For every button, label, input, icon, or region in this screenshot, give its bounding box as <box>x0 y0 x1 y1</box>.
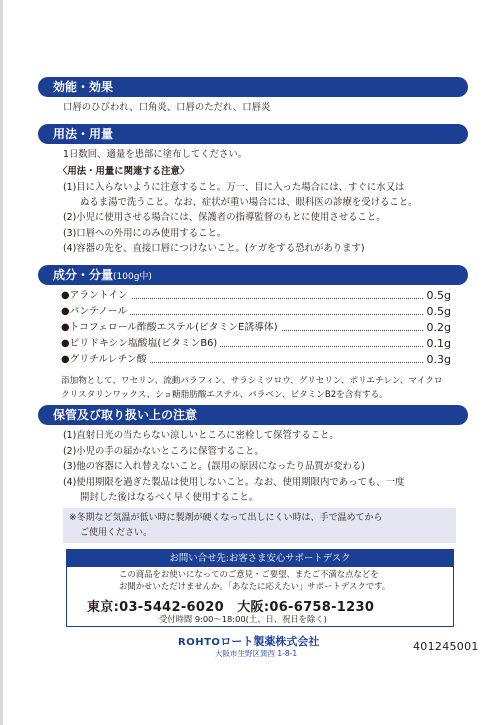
ingredient-amount: 0.1g <box>424 337 451 351</box>
company-address: 大阪市生野区巽西 1-8-1 <box>215 649 298 658</box>
product-code: 401245001 <box>413 640 479 653</box>
usage-note-1: (1)目に入らないように注意すること。万一、目に入った場合には、すぐに水又は <box>63 182 405 193</box>
ingredient-amount: 0.5g <box>424 305 451 319</box>
usage-note-4: (4)容器の先を、直接口唇につけないこと。(ケガをする恐れがあります) <box>63 243 365 254</box>
storage-item-4: (4)使用期限を過ぎた製品は使用しないこと。なお、使用期限内であっても、一度 <box>63 477 405 488</box>
contact-bar: お問い合せ先:お客さま安心サポートデスク <box>67 550 453 567</box>
usage-note-1-cont: ぬるま湯で洗うこと。なお、症状が重い場合には、眼科医の診療を受けること。 <box>80 197 418 208</box>
ingredient-name: ●アラントイン <box>61 289 131 303</box>
ingredient-row <box>61 289 451 303</box>
effects-text: 口唇のひびわれ、口角炎、口唇のただれ、口唇炎 <box>63 102 271 113</box>
storage-item-4-cont: 開封した後はなるべく早く使用すること。 <box>80 492 259 503</box>
ingredient-amount: 0.5g <box>424 289 451 303</box>
warm-note-box <box>63 508 456 543</box>
ingredient-row <box>61 305 451 319</box>
usage-notes-heading: 〈用法・用量に関連する注意〉 <box>58 166 190 177</box>
usage-heading: 用法・用量 <box>38 124 468 144</box>
ingredient-amount: 0.3g <box>424 353 451 367</box>
ingredient-row <box>61 337 451 351</box>
ingredient-name: ●パンテノール <box>61 305 130 319</box>
ingredient-name: ●ピリドキシン塩酸塩(ビタミンB6) <box>61 337 220 351</box>
usage-note-2: (2)小児に使用させる場合には、保護者の指導監督のもとに使用させること。 <box>63 212 386 223</box>
usage-text: 1日数回、適量を患部に塗布してください。 <box>63 149 248 160</box>
ingredients-heading: 成分・分量(100g中) <box>38 265 468 285</box>
contact-line-1: この商品をお使いになってのご意見・ご要望、またご不満な点などを <box>119 569 379 579</box>
effects-heading: 効能・効果 <box>38 77 468 97</box>
ingredient-name: ●トコフェロール酢酸エステル(ビタミンE誘導体) <box>61 321 281 335</box>
warm-note-line-2: ご使用ください。 <box>80 528 153 538</box>
ingredient-row <box>61 321 451 335</box>
storage-item-1: (1)直射日光の当たらない涼しいところに密栓して保管すること。 <box>63 430 339 441</box>
warm-note-line-1: ※冬期など気温が低い時に製剤が硬くなって出しにくい時は、手で温めてから <box>69 513 383 523</box>
ingredient-amount: 0.2g <box>424 321 451 335</box>
ingredient-name: ●グリチルレチン酸 <box>61 353 150 367</box>
contact-line-2: お聞かせいただけませんか。「あなたに応えたい」サポートデスクです。 <box>119 581 391 591</box>
usage-note-3: (3)口唇への外用にのみ使用すること。 <box>63 228 227 239</box>
additives-line-1: 添加物として、ワセリン、流動パラフィン、サラシミツロウ、グリセリン、ポリエチレン、マイクロ <box>61 376 443 386</box>
storage-heading: 保管及び取り扱い上の注意 <box>38 405 468 425</box>
company-name: ロート製薬株式会社 <box>220 635 320 648</box>
ingredient-row <box>61 353 451 367</box>
phone-numbers: 東京:03-5442-6020 大阪:06-6758-1230 <box>87 600 375 615</box>
storage-item-3: (3)他の容器に入れ替えないこと。(誤用の原因になったり品質が変わる) <box>63 461 365 472</box>
company-logo <box>178 633 319 649</box>
contact-box <box>66 549 454 627</box>
additives-line-2: クリスタリンワックス、ショ糖脂肪酸エステル、パラベン、ビタミンB2を含有する。 <box>61 390 388 400</box>
support-hours: 受付時間 9:00～18:00(土、日、祝日を除く) <box>159 614 327 624</box>
storage-item-2: (2)小児の手の届かないところに保管すること。 <box>63 446 264 457</box>
rohto-logo: ROHTO <box>178 637 221 648</box>
